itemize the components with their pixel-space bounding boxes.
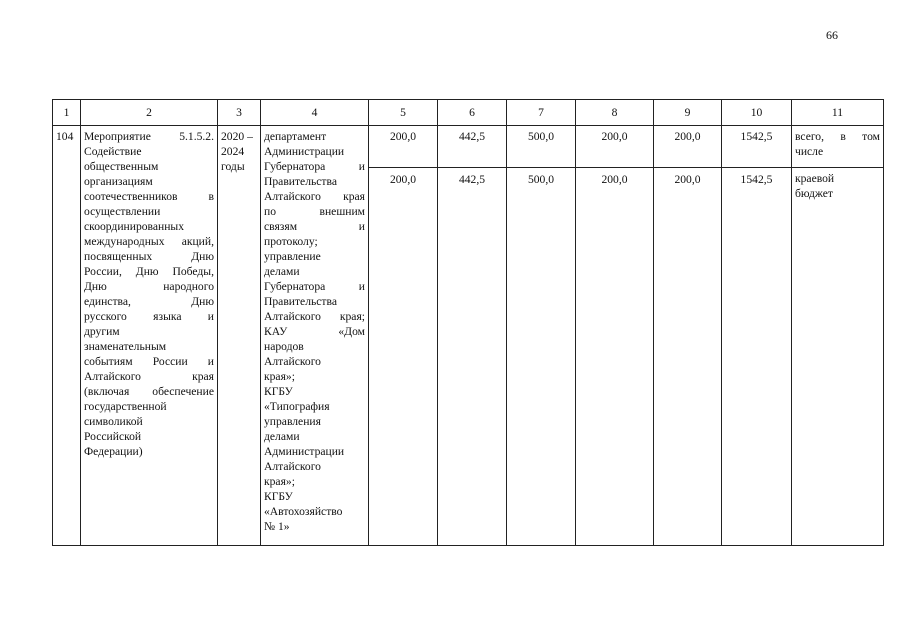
header-cell-10: 10 bbox=[722, 100, 792, 126]
text-line: народов bbox=[264, 340, 304, 353]
text-line: Алтайского bbox=[264, 460, 321, 473]
period-cell bbox=[218, 126, 261, 546]
text-line: 2024 bbox=[221, 145, 245, 158]
text-line: КГБУ bbox=[264, 490, 293, 503]
text-line: Правительства bbox=[264, 175, 337, 188]
event-description bbox=[81, 126, 218, 546]
text-line: Алтайского bbox=[264, 355, 321, 368]
text-line: Алтайского края bbox=[264, 190, 365, 203]
text-line: Алтайского края; bbox=[264, 310, 365, 323]
text-line: Мероприятие 5.1.5.2. bbox=[84, 130, 214, 143]
text-line: России, Дню Победы, bbox=[84, 265, 214, 278]
text-line: осуществлении bbox=[84, 205, 161, 218]
text-line: «Типография bbox=[264, 400, 330, 413]
text-line: знаменательным bbox=[84, 340, 167, 353]
text-line: символикой bbox=[84, 415, 143, 428]
header-cell-7: 7 bbox=[507, 100, 576, 126]
value-2024-total: 200,0 bbox=[654, 126, 722, 168]
text-line: (включая обеспечение bbox=[84, 385, 214, 398]
text-line: посвященных Дню bbox=[84, 250, 214, 263]
text-line: Федерации) bbox=[84, 445, 143, 458]
header-cell-9: 9 bbox=[654, 100, 722, 126]
text-line: Содействие bbox=[84, 145, 142, 158]
text-line: Правительства bbox=[264, 295, 337, 308]
text-line: 2020 – bbox=[221, 130, 253, 143]
header-cell-6: 6 bbox=[438, 100, 507, 126]
text-line: департамент bbox=[264, 130, 327, 143]
text-line: общественным bbox=[84, 160, 159, 173]
text-line: делами bbox=[264, 430, 300, 443]
value-2021-regional: 442,5 bbox=[438, 168, 507, 546]
text-line: событиям России и bbox=[84, 355, 214, 368]
text-line: КАУ «Дом bbox=[264, 325, 365, 338]
text-line: Алтайского края bbox=[84, 370, 214, 383]
text-line: КГБУ bbox=[264, 385, 293, 398]
header-row bbox=[53, 100, 884, 126]
source-line: числе bbox=[795, 145, 824, 158]
text-line: управление bbox=[264, 250, 321, 263]
source-line: всего, в том bbox=[795, 130, 880, 143]
text-line: государственной bbox=[84, 400, 167, 413]
text-line: соотечественников в bbox=[84, 190, 214, 203]
value-2023-total: 200,0 bbox=[576, 126, 654, 168]
program-table bbox=[52, 99, 884, 546]
value-2020-total: 200,0 bbox=[369, 126, 438, 168]
text-line: № 1» bbox=[264, 520, 290, 533]
source-line: краевой bbox=[795, 172, 835, 185]
source-regional bbox=[792, 168, 884, 546]
text-line: «Автохозяйство bbox=[264, 505, 343, 518]
text-line: Российской bbox=[84, 430, 142, 443]
text-line: связям и bbox=[264, 220, 365, 233]
value-2022-total: 500,0 bbox=[507, 126, 576, 168]
text-line: Администрации bbox=[264, 145, 345, 158]
text-line: края»; bbox=[264, 475, 295, 488]
header-cell-4: 4 bbox=[261, 100, 369, 126]
text-line: другим bbox=[84, 325, 120, 338]
text-line: Губернатора и bbox=[264, 160, 365, 173]
header-cell-11: 11 bbox=[792, 100, 884, 126]
text-line: скоординированных bbox=[84, 220, 184, 233]
text-line: Администрации bbox=[264, 445, 345, 458]
executor-cell bbox=[261, 126, 369, 546]
header-cell-1: 1 bbox=[53, 100, 81, 126]
text-line: русского языка и bbox=[84, 310, 214, 323]
value-2021-total: 442,5 bbox=[438, 126, 507, 168]
row-number: 104 bbox=[53, 126, 81, 546]
text-line: протоколу; bbox=[264, 235, 318, 248]
text-line: по внешним bbox=[264, 205, 365, 218]
value-sum-total: 1542,5 bbox=[722, 126, 792, 168]
header-cell-8: 8 bbox=[576, 100, 654, 126]
source-line: бюджет bbox=[795, 187, 833, 200]
text-line: Губернатора и bbox=[264, 280, 365, 293]
value-2024-regional: 200,0 bbox=[654, 168, 722, 546]
text-line: Дню народного bbox=[84, 280, 214, 293]
page-number: 66 bbox=[826, 28, 838, 42]
value-2022-regional: 500,0 bbox=[507, 168, 576, 546]
value-sum-regional: 1542,5 bbox=[722, 168, 792, 546]
text-line: годы bbox=[221, 160, 245, 173]
text-line: международных акций, bbox=[84, 235, 214, 248]
header-cell-5: 5 bbox=[369, 100, 438, 126]
text-line: края»; bbox=[264, 370, 295, 383]
text-line: делами bbox=[264, 265, 300, 278]
value-2020-regional: 200,0 bbox=[369, 168, 438, 546]
header-cell-2: 2 bbox=[81, 100, 218, 126]
text-line: управления bbox=[264, 415, 321, 428]
header-cell-3: 3 bbox=[218, 100, 261, 126]
value-2023-regional: 200,0 bbox=[576, 168, 654, 546]
table-row bbox=[53, 126, 884, 168]
text-line: организациям bbox=[84, 175, 153, 188]
text-line: единства, Дню bbox=[84, 295, 214, 308]
source-total bbox=[792, 126, 884, 168]
